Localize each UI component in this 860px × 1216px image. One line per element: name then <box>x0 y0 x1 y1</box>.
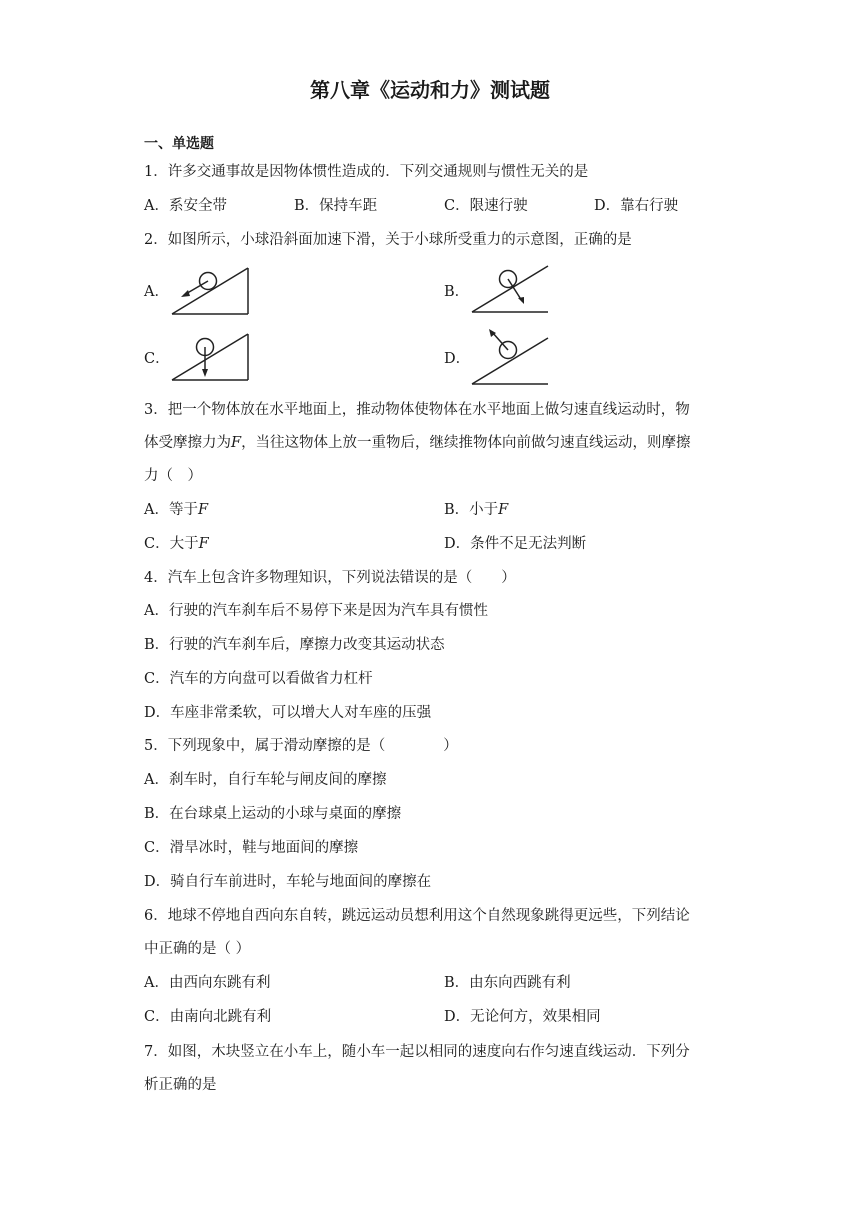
q3-option-a: A．等于F <box>144 502 209 518</box>
q6-option-c: C．由南向北跳有利 <box>144 1009 272 1025</box>
question-2-stem: 2．如图所示，小球沿斜面加速下滑，关于小球所受重力的示意图，正确的是 <box>144 232 632 248</box>
question-3-stem-line-3: 力（ ） <box>144 468 202 484</box>
q2-figure-c <box>168 330 252 384</box>
section-heading: 一、单选题 <box>144 136 214 152</box>
q2-figure-d <box>468 328 552 388</box>
q2-option-b-label: B． <box>444 284 470 300</box>
q4-option-b: B．行驶的汽车刹车后，摩擦力改变其运动状态 <box>144 637 445 653</box>
question-3-stem-line-2: 体受摩擦力为F，当往这物体上放一重物后，继续推物体向前做匀速直线运动，则摩擦 <box>144 435 691 451</box>
q2-figure-b <box>468 262 552 316</box>
q4-option-a: A．行驶的汽车刹车后不易停下来是因为汽车具有惯性 <box>144 603 488 619</box>
question-7-stem-line-1: 7．如图，木块竖立在小车上，随小车一起以相同的速度向右作匀速直线运动．下列分 <box>144 1044 690 1060</box>
q5-option-b: B．在台球桌上运动的小球与桌面的摩擦 <box>144 806 402 822</box>
q1-option-c: C．限速行驶 <box>444 198 528 214</box>
q2-option-c-label: C． <box>144 351 170 367</box>
q3-option-b: B．小于F <box>444 502 509 518</box>
q4-option-c: C．汽车的方向盘可以看做省力杠杆 <box>144 671 373 687</box>
q6-option-a: A．由西向东跳有利 <box>144 975 271 991</box>
q5-option-d: D．骑自行车前进时，车轮与地面间的摩擦在 <box>144 874 432 890</box>
page-title: 第八章《运动和力》测试题 <box>310 78 550 102</box>
q4-option-d: D．车座非常柔软，可以增大人对车座的压强 <box>144 705 432 721</box>
q6-option-b: B．由东向西跳有利 <box>444 975 571 991</box>
q2-figure-a <box>168 264 252 318</box>
q5-option-c: C．滑旱冰时，鞋与地面间的摩擦 <box>144 840 359 856</box>
question-1-stem: 1．许多交通事故是因物体惯性造成的．下列交通规则与惯性无关的是 <box>144 164 589 180</box>
question-4-stem: 4．汽车上包含许多物理知识，下列说法错误的是（ ） <box>144 570 516 586</box>
question-7-stem-line-2: 析正确的是 <box>144 1077 217 1093</box>
question-6-stem-line-2: 中正确的是（ ） <box>144 941 251 957</box>
question-6-stem-line-1: 6．地球不停地自西向东自转，跳远运动员想利用这个自然现象跳得更远些，下列结论 <box>144 908 690 924</box>
q1-option-a: A．系安全带 <box>144 198 227 214</box>
q5-option-a: A．刹车时，自行车轮与闸皮间的摩擦 <box>144 772 387 788</box>
q3-option-d: D．条件不足无法判断 <box>444 536 587 552</box>
q3-option-c: C．大于F <box>144 536 209 552</box>
q1-option-b: B．保持车距 <box>294 198 378 214</box>
question-3-stem-line-1: 3．把一个物体放在水平地面上，推动物体使物体在水平地面上做匀速直线运动时，物 <box>144 402 690 418</box>
q1-option-d: D．靠右行驶 <box>594 198 679 214</box>
q2-option-d-label: D． <box>444 351 471 367</box>
q6-option-d: D．无论何方，效果相同 <box>444 1009 601 1025</box>
question-5-stem: 5．下列现象中，属于滑动摩擦的是（ ） <box>144 738 458 754</box>
q2-option-a-label: A． <box>144 284 169 300</box>
